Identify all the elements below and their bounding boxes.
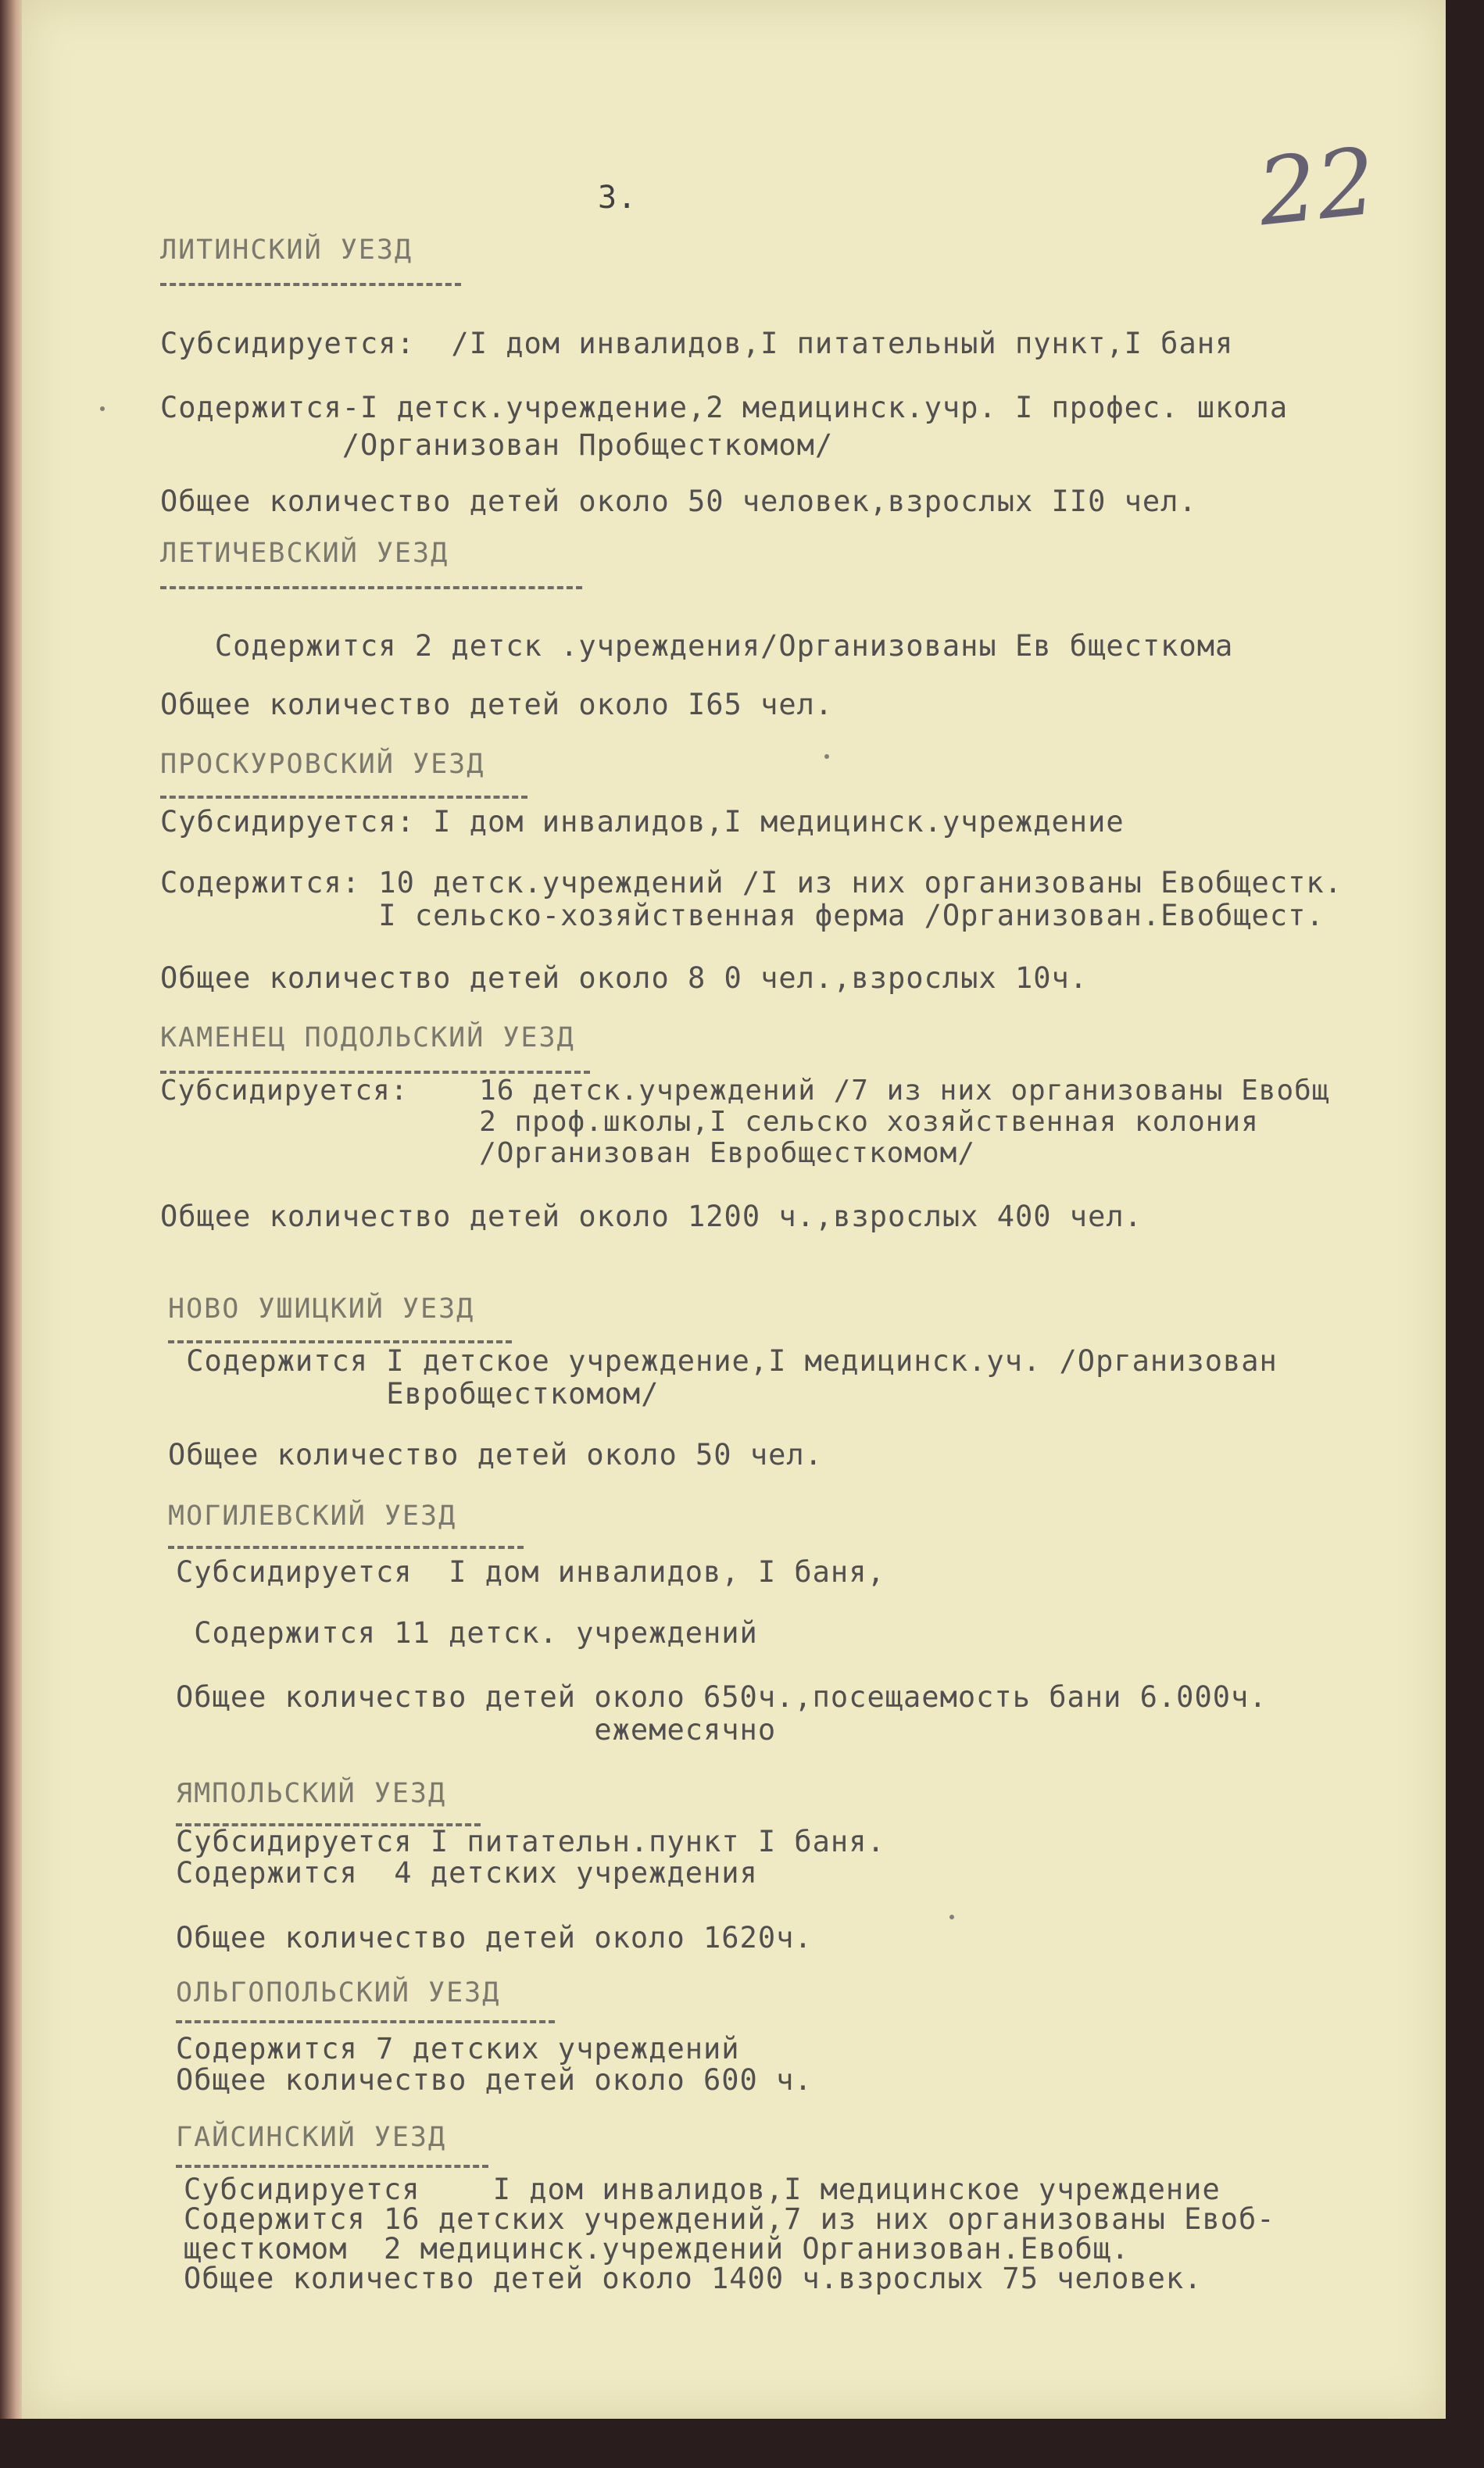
section-line: /Организован Пробщесткомом/ (160, 428, 834, 462)
section-line: Субсидируется I дом инвалидов, I баня, (176, 1555, 885, 1589)
heading-underline (168, 1546, 524, 1549)
section-line: Субсидируется: 16 детск.учреждений /7 из них организованы Евобщ (160, 1075, 1330, 1107)
paper-speck (100, 406, 105, 411)
section-line: Содержится 11 детск. учреждений (176, 1616, 758, 1650)
heading-underline (160, 796, 527, 799)
section-line: Общее количество детей около 50 человек,взрослых II0 чел. (160, 485, 1197, 518)
section-heading: ОЛЬГОПОЛЬСКИЙ УЕЗД (176, 1977, 501, 2008)
section-line: Субсидируется: /I дом инвалидов,I питательный пункт,I баня (160, 327, 1234, 360)
section-line: Общее количество детей около 50 чел. (168, 1438, 823, 1472)
scan-background (0, 2419, 1484, 2468)
section-line: Содержится: 10 детск.учреждений /I из них организованы Евобщестк. (160, 866, 1343, 900)
section-line: Содержится 2 детск .учреждения/Организованы Ев бщесткома (160, 629, 1234, 663)
section-heading: КАМЕНЕЦ ПОДОЛЬСКИЙ УЕЗД (160, 1022, 575, 1053)
section-line: 2 проф.школы,I сельско хозяйственная колония (160, 1106, 1259, 1138)
heading-underline (176, 2165, 488, 2168)
archive-page-number: 22 (1253, 127, 1381, 247)
section-line: Субсидируется I дом инвалидов,I медицинское учреждение (184, 2173, 1221, 2206)
section-line: Содержится 16 детских учреждений,7 из них организованы Евоб- (184, 2202, 1275, 2236)
heading-underline (176, 2020, 555, 2023)
section-line: щесткомом 2 медицинск.учреждений Организован.Евобщ. (184, 2232, 1130, 2266)
section-line: Общее количество детей около 650ч.,посещаемость бани 6.000ч. (176, 1680, 1268, 1714)
section-line: Общее количество детей около 600 ч. (176, 2063, 813, 2097)
section-line: ежемесячно (176, 1713, 777, 1747)
paper-speck (824, 754, 829, 759)
section-line: Содержится 7 детских учреждений (176, 2032, 740, 2066)
page-number: 3. (598, 180, 638, 216)
section-heading: МОГИЛЕВСКИЙ УЕЗД (168, 1500, 457, 1532)
section-line: Общее количество детей около 8 0 чел.,взрослых 10ч. (160, 961, 1089, 995)
section-line: Евробщесткомом/ (168, 1377, 660, 1411)
section-heading: ЛИТИНСКИЙ УЕЗД (160, 234, 413, 266)
section-line: Общее количество детей около 1400 ч.взрослых 75 человек. (184, 2262, 1203, 2295)
section-line: Содержится-I детск.учреждение,2 медицинск.учр. I профес. школа (160, 391, 1289, 424)
section-heading: ЯМПОЛЬСКИЙ УЕЗД (176, 1778, 447, 1809)
heading-underline (160, 586, 582, 589)
heading-underline (160, 1071, 590, 1074)
heading-underline (168, 1340, 512, 1343)
section-heading: НОВО УШИЦКИЙ УЕЗД (168, 1293, 475, 1325)
section-line: Содержится I детское учреждение,I медицинск.уч. /Организован (168, 1344, 1278, 1378)
section-heading: ПРОСКУРОВСКИЙ УЕЗД (160, 749, 485, 780)
section-line: /Организован Евробщесткомом/ (160, 1137, 975, 1169)
section-line: Содержится 4 детских учреждения (176, 1856, 758, 1890)
section-line: Общее количество детей около 1620ч. (176, 1921, 813, 1955)
section-heading: ЛЕТИЧЕВСКИЙ УЕЗД (160, 538, 449, 569)
heading-underline (160, 283, 461, 286)
section-line: Субсидируется: I дом инвалидов,I медицинск.учреждение (160, 805, 1125, 839)
paper-speck (949, 1915, 954, 1919)
section-line: I сельско-хозяйственная ферма /Организован.Евобщест. (160, 899, 1325, 932)
section-heading: ГАЙСИНСКИЙ УЕЗД (176, 2122, 447, 2153)
section-line: Субсидируется I питательн.пункт I баня. (176, 1825, 885, 1858)
section-line: Общее количество детей около I65 чел. (160, 688, 834, 721)
section-line: Общее количество детей около 1200 ч.,взрослых 400 чел. (160, 1200, 1143, 1233)
